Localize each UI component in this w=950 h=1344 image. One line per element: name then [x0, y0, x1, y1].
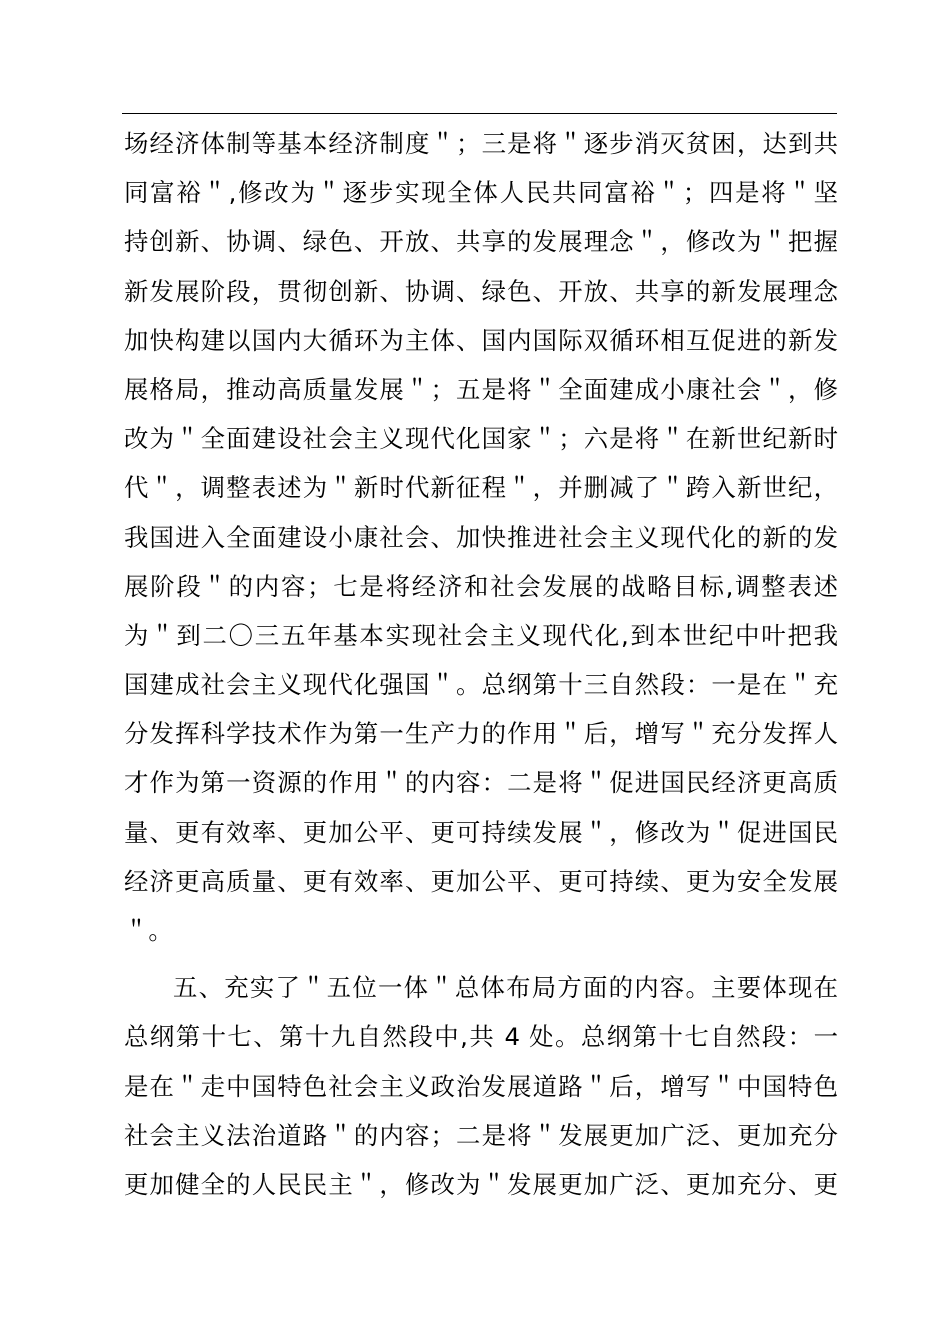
text-line: 同富裕＂,修改为＂逐步实现全体人民共同富裕＂；四是将＂坚: [124, 178, 838, 208]
paragraph-2: [124, 963, 838, 1209]
text-line: 分发挥科学技术作为第一生产力的作用＂后，增写＂充分发挥人: [124, 719, 838, 749]
text-line: 量、更有效率、更加公平、更可持续发展＂，修改为＂促进国民: [124, 817, 838, 847]
text-line: 展阶段＂的内容；七是将经济和社会发展的战略目标,调整表述: [124, 571, 838, 601]
text-line: 我国进入全面建设小康社会、加快推进社会主义现代化的新的发: [124, 522, 838, 552]
text-line: 持创新、协调、绿色、开放、共享的发展理念＂，修改为＂把握: [124, 227, 838, 257]
paragraph-spacer: [124, 955, 838, 963]
text-line: 总纲第十七、第十九自然段中,共 4 处。总纲第十七自然段：一: [124, 1022, 838, 1052]
text-line: ＂。: [124, 916, 173, 945]
text-line: 社会主义法治道路＂的内容；二是将＂发展更加广泛、更加充分: [124, 1120, 838, 1150]
text-line: 改为＂全面建设社会主义现代化国家＂；六是将＂在新世纪新时: [124, 424, 838, 454]
text-line: 经济更高质量、更有效率、更加公平、更可持续、更为安全发展: [124, 866, 838, 896]
text-line: 为＂到二〇三五年基本实现社会主义现代化,到本世纪中叶把我: [124, 620, 838, 650]
text-line: 加快构建以国内大循环为主体、国内国际双循环相互促进的新发: [124, 325, 838, 355]
text-line: 场经济体制等基本经济制度＂；三是将＂逐步消灭贫困，达到共: [124, 129, 838, 158]
text-line: 才作为第一资源的作用＂的内容：二是将＂促进国民经济更高质: [124, 768, 838, 798]
text-line: 更加健全的人民民主＂，修改为＂发展更加广泛、更加充分、更: [124, 1169, 838, 1199]
text-line: 五、充实了＂五位一体＂总体布局方面的内容。主要体现在: [173, 973, 838, 1003]
header-rule: [122, 113, 837, 114]
document-body: [124, 119, 838, 1209]
paragraph-1: [124, 119, 838, 955]
text-line: 是在＂走中国特色社会主义政治发展道路＂后，增写＂中国特色: [124, 1071, 838, 1101]
text-line: 新发展阶段，贯彻创新、协调、绿色、开放、共享的新发展理念: [124, 276, 838, 306]
text-line: 展格局，推动高质量发展＂；五是将＂全面建成小康社会＂，修: [124, 374, 838, 404]
text-line: 代＂，调整表述为＂新时代新征程＂，并删减了＂跨入新世纪，: [124, 473, 838, 503]
text-line: 国建成社会主义现代化强国＂。总纲第十三自然段：一是在＂充: [124, 670, 838, 700]
